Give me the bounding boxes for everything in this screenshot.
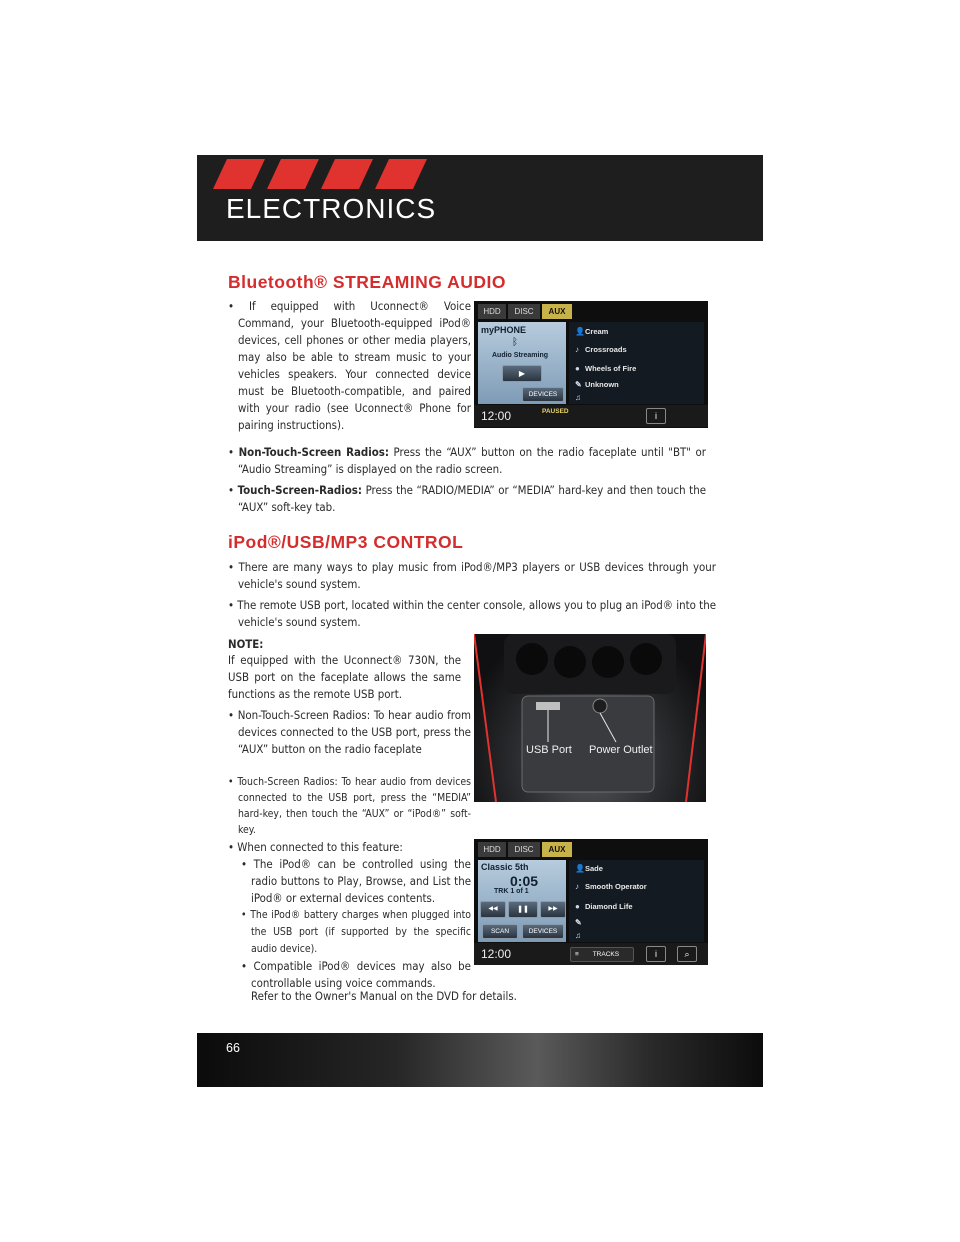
guitar-icon: ✎ [575,380,582,389]
song-text: Smooth Operator [585,882,647,891]
album-text: Diamond Life [585,902,633,911]
track-title: Classic 5th [481,862,529,872]
header-title: ELECTRONICS [226,193,437,224]
disc-icon: ● [575,902,580,911]
clock: 12:00 [481,947,512,961]
artist-text: Cream [585,327,609,336]
tab-aux[interactable]: AUX [542,304,572,319]
tab-disc[interactable]: DISC [508,842,540,857]
section-header [197,155,763,241]
tab-hdd[interactable]: HDD [478,842,506,857]
page-footer [197,1033,763,1087]
ipod-bullet-5: • When connected to this feature: [228,840,403,854]
tracks-label: TRACKS [592,951,620,958]
center-console-photo [474,634,706,802]
cupholder-2 [554,646,586,678]
rewind-button[interactable]: ◀◀ [480,901,506,918]
genre-row [575,380,619,389]
track-info-list-2 [569,860,704,942]
playlist-row [575,931,585,940]
power-outlet [593,699,607,713]
music-icon: ♫ [575,931,581,940]
cupholder-3 [592,646,624,678]
artist-row [575,864,603,873]
paused-status: PAUSED [542,408,569,415]
stripe-3 [321,159,373,189]
artist-row [575,327,608,336]
stripe-2 [267,159,319,189]
cupholder-1 [516,643,548,675]
usb-port-label: USB Port [526,744,572,756]
ipod-bullet-1: • There are many ways to play music from iPod®/MP3 players or USB devices through your vehicle's sound system. [228,560,716,591]
bluetooth-heading: Bluetooth® STREAMING AUDIO [228,272,507,292]
power-outlet-label: Power Outlet [589,744,653,756]
bluetooth-bullet-1: • If equipped with Uconnect® Voice Command, your Bluetooth-equipped iPod® devices, cell phones or other media players, may also be able to stream music to your vehicles speakers. Your connected device must be Bluetooth-compatible, and paired with your radio (see Uconnect® Phone for pairing instructions). [228,299,471,432]
artist-icon: 👤 [575,327,585,336]
touch-screen-label: Touch-Screen-Radios: [237,483,362,497]
usb-port [536,702,560,710]
now-playing-panel [478,322,566,404]
tab-hdd[interactable]: HDD [478,304,506,319]
bluetooth-bullet-2: • Non-Touch-Screen Radios: Press the “AUX” button on the radio faceplate until "BT" or “Audio Streaming” is displayed on the radio screen. [228,445,706,476]
fast-forward-button[interactable]: ▶▶ [540,901,566,918]
elapsed-time: 0:05 [510,873,539,889]
song-row [575,345,627,354]
disc-icon: ● [575,364,580,373]
ipod-sub-3: • Compatible iPod® devices may also be controllable using voice commands. [241,959,471,990]
song-text: Crossroads [585,345,627,354]
note-icon: ♪ [575,345,579,354]
album-text: Wheels of Fire [585,364,637,373]
ipod-bullet-2: • The remote USB port, located within the center console, allows you to plug an iPod® into the vehicle's sound system. [228,598,717,629]
page-number: 66 [226,1041,240,1055]
artist-icon: 👤 [575,864,585,873]
note-text: If equipped with the Uconnect® 730N, the USB port on the faceplate allows the same functions as the remote USB port. [228,653,461,701]
radio-screen-audio-streaming [474,301,708,428]
bluetooth-bullet-3: • Touch-Screen-Radios: Press the “RADIO/MEDIA” or “MEDIA” hard-key and then touch the “AUX” soft-key tab. [228,483,706,514]
status-bar [474,405,708,427]
refer-text: Refer to the Owner's Manual on the DVD for details. [251,989,517,1003]
devices-button[interactable]: DEVICES [522,924,564,939]
tab-aux[interactable]: AUX [542,842,572,857]
bluetooth-icon: ᛒ [512,337,518,348]
ipod-usb-heading: iPod®/USB/MP3 CONTROL [228,532,464,552]
devices-button[interactable]: DEVICES [522,387,564,402]
track-info-list [569,322,704,404]
info-button[interactable]: i [646,408,666,424]
ipod-sub-2: • The iPod® battery charges when plugged into the USB port (if supported by the specific audio device). [241,909,471,955]
cupholder-4 [630,643,662,675]
console-illustration [474,634,706,802]
artist-text: Sade [585,864,603,873]
pause-button[interactable]: ❚❚ [508,901,538,918]
tab-disc[interactable]: DISC [508,304,540,319]
playlist-row [575,393,585,402]
ipod-sub-1: • The iPod® can be controlled using the radio buttons to Play, Browse, and List the iPod® or external devices contents. [241,857,471,905]
status-bar-2 [474,943,708,965]
device-name: myPHONE [481,325,527,335]
seat-stitch-left [474,634,496,802]
mode-label: Audio Streaming [492,352,549,359]
non-touch-text: Press the “AUX” button on the radio faceplate until "BT" or “Audio Streaming” is displayed on the radio screen. [238,445,706,476]
genre-row [575,918,585,927]
tracks-button[interactable] [570,947,634,962]
stripe-4 [375,159,427,189]
ipod-bullet-4: • Touch-Screen Radios: To hear audio from devices connected to the USB port, press the “MEDIA” hard-key, then touch the “AUX” or “iPod®” soft-key. [228,776,471,836]
search-icon[interactable]: ⌕ [677,946,697,962]
info-button[interactable]: i [646,946,666,962]
touch-screen-text: Press the “RADIO/MEDIA” or “MEDIA” hard-key and then touch the “AUX” soft-key tab. [238,483,706,514]
genre-text: Unknown [585,380,619,389]
track-counter: TRK 1 of 1 [494,888,529,895]
song-row [575,882,647,891]
radio-screen-ipod [474,839,708,965]
note-label: NOTE: [228,637,264,651]
music-icon: ♫ [575,393,581,402]
note-icon: ♪ [575,882,579,891]
clock: 12:00 [481,409,512,423]
now-playing-panel-2 [478,860,566,942]
stripes-graphic [213,159,433,193]
seat-stitch-right [686,634,706,802]
play-button[interactable]: ▶ [502,365,542,382]
stripe-1 [213,159,265,189]
guitar-icon: ✎ [575,918,582,927]
album-row [575,902,633,911]
non-touch-label: Non-Touch-Screen Radios: [238,445,389,459]
scan-button[interactable]: SCAN [482,924,518,939]
ipod-bullet-3: • Non-Touch-Screen Radios: To hear audio from devices connected to the USB port, press the “AUX” button on the radio faceplate [228,708,471,756]
list-icon: ≡ [575,951,579,958]
album-row [575,364,636,373]
